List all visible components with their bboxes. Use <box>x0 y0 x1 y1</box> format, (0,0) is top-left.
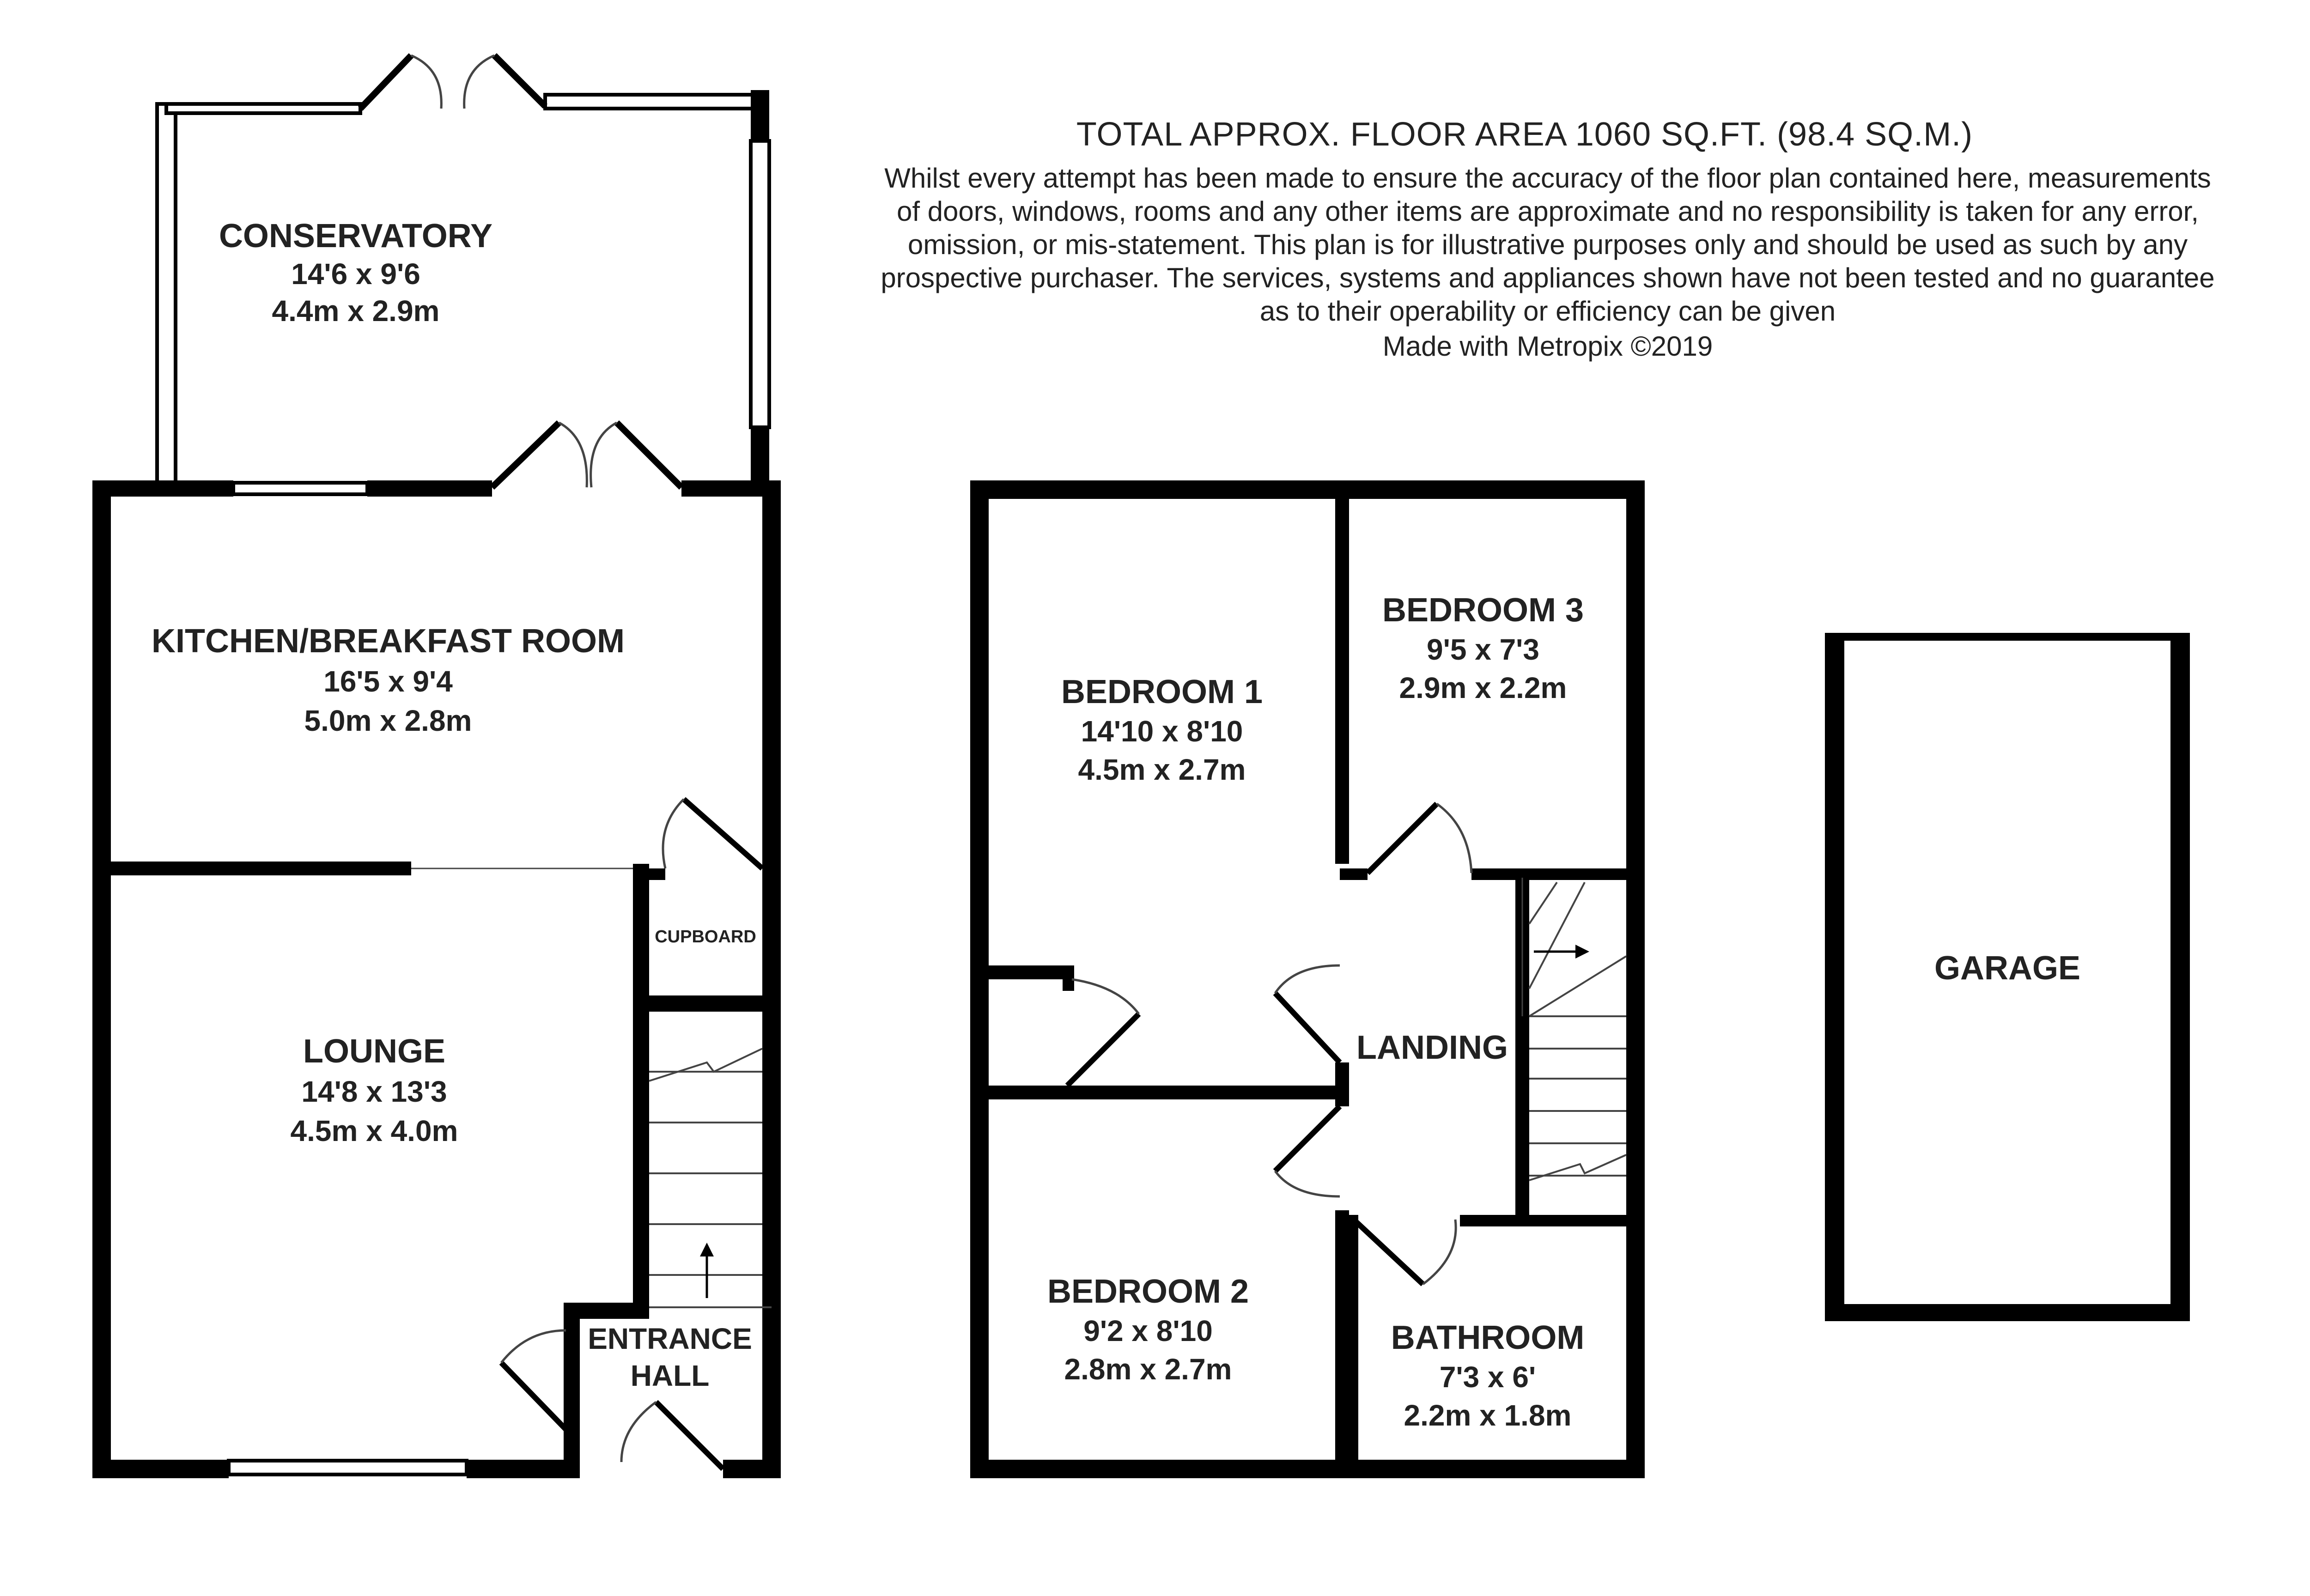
disclaimer-line: Whilst every attempt has been made to ensure the accuracy of the floor plan contained here, measurements <box>884 163 2211 194</box>
cupboard-label: CUPBOARD <box>655 927 756 947</box>
ground-floor <box>92 55 781 1478</box>
bathroom-metric: 2.2m x 1.8m <box>1404 1399 1572 1432</box>
bedroom3-imperial: 9'5 x 7'3 <box>1427 633 1539 666</box>
kitchen-imperial: 16'5 x 9'4 <box>323 665 453 698</box>
bedroom3-metric: 2.9m x 2.2m <box>1399 671 1567 704</box>
kitchen-label: KITCHEN/BREAKFAST ROOM <box>152 623 625 660</box>
bedroom2-imperial: 9'2 x 8'10 <box>1083 1314 1213 1347</box>
bedroom3-label: BEDROOM 3 <box>1382 592 1584 629</box>
conservatory-imperial: 14'6 x 9'6 <box>291 257 420 291</box>
bedroom2-metric: 2.8m x 2.7m <box>1064 1353 1232 1386</box>
total-floor-area: TOTAL APPROX. FLOOR AREA 1060 SQ.FT. (98.4 SQ.M.) <box>1076 116 1973 153</box>
conservatory-walls <box>157 55 769 490</box>
conservatory-metric: 4.4m x 2.9m <box>272 294 440 328</box>
conservatory-label: CONSERVATORY <box>219 218 493 255</box>
credit: Made with Metropix ©2019 <box>1382 331 1713 362</box>
lounge-imperial: 14'8 x 13'3 <box>301 1075 447 1108</box>
kitchen-metric: 5.0m x 2.8m <box>304 704 472 737</box>
ground-stairs <box>649 1049 772 1307</box>
ground-floor-walls <box>92 423 781 1478</box>
bedroom1-metric: 4.5m x 2.7m <box>1078 753 1246 786</box>
disclaimer-line: omission, or mis-statement. This plan is for illustrative purposes only and should be used as such by any <box>907 229 2188 260</box>
bedroom1-imperial: 14'10 x 8'10 <box>1081 715 1243 748</box>
entrance-hall-label-2: HALL <box>630 1359 710 1392</box>
disclaimer-line: of doors, windows, rooms and any other items are approximate and no responsibility is taken for any error, <box>896 196 2199 227</box>
bathroom-label: BATHROOM <box>1391 1319 1585 1356</box>
garage-label: GARAGE <box>1934 950 2081 987</box>
lounge-metric: 4.5m x 4.0m <box>290 1114 458 1147</box>
lounge-label: LOUNGE <box>303 1033 446 1070</box>
first-floor-stairs <box>1529 882 1626 1180</box>
bedroom2-label: BEDROOM 2 <box>1047 1273 1249 1310</box>
garage <box>1825 633 2190 1321</box>
bathroom-imperial: 7'3 x 6' <box>1439 1360 1536 1394</box>
bedroom1-label: BEDROOM 1 <box>1061 674 1263 710</box>
first-floor <box>970 480 1645 1478</box>
entrance-hall-label-1: ENTRANCE <box>588 1322 752 1355</box>
disclaimer-line: as to their operability or efficiency can be given <box>1259 296 1836 327</box>
landing-label: LANDING <box>1356 1029 1508 1066</box>
disclaimer-line: prospective purchaser. The services, systems and appliances shown have not been tested and no guarantee <box>881 262 2215 293</box>
